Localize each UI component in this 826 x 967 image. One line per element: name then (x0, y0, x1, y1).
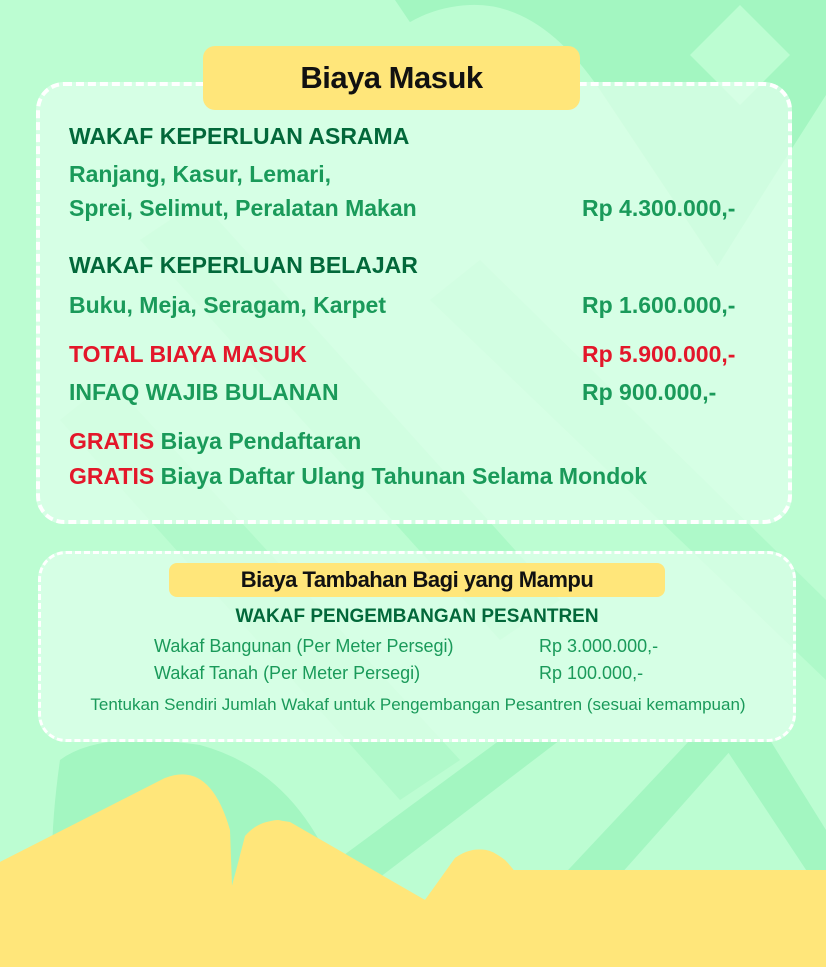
total-label: TOTAL BIAYA MASUK (69, 341, 307, 367)
free-item (69, 463, 647, 490)
land-label: Wakaf Tanah (Per Meter Persegi) (154, 663, 421, 683)
free-item (69, 428, 361, 455)
building-label: Wakaf Bangunan (Per Meter Persegi) (154, 636, 454, 656)
free-item-text: Biaya Pendaftaran (160, 428, 362, 454)
extra-title: Biaya Tambahan Bagi yang Mampu (169, 563, 665, 597)
section-heading-dormitory: WAKAF KEPERLUAN ASRAMA (69, 123, 410, 149)
dormitory-items-line2: Sprei, Selimut, Peralatan Makan (69, 195, 417, 221)
free-item-text: Biaya Daftar Ulang Tahunan Selama Mondok (160, 463, 648, 489)
free-badge: GRATIS (69, 463, 155, 489)
free-badge: GRATIS (69, 428, 155, 454)
total-price: Rp 5.900.000,- (582, 341, 736, 367)
main-title: Biaya Masuk (203, 46, 580, 110)
section-heading-study: WAKAF KEPERLUAN BELAJAR (69, 252, 418, 278)
monthly-price: Rp 900.000,- (582, 379, 717, 405)
land-price: Rp 100.000,- (539, 663, 644, 683)
extra-note: Tentukan Sendiri Jumlah Wakaf untuk Pengembangan Pesantren (sesuai kemampuan) (90, 695, 746, 714)
extra-subtitle: WAKAF PENGEMBANGAN PESANTREN (235, 606, 599, 627)
building-price: Rp 3.000.000,- (539, 636, 659, 656)
dormitory-price: Rp 4.300.000,- (582, 195, 736, 221)
study-price: Rp 1.600.000,- (582, 292, 736, 318)
dormitory-items-line1: Ranjang, Kasur, Lemari, (69, 161, 332, 187)
study-items: Buku, Meja, Seragam, Karpet (69, 292, 386, 318)
monthly-label: INFAQ WAJIB BULANAN (69, 379, 339, 405)
